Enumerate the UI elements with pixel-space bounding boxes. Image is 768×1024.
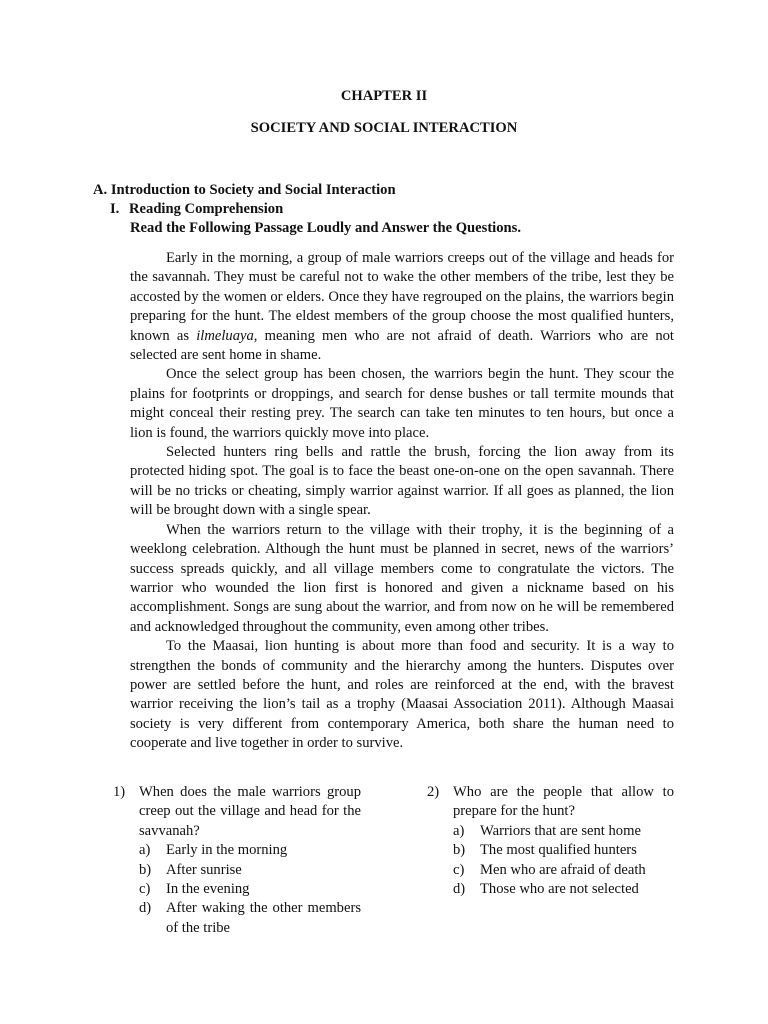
section-heading: A. Introduction to Society and Social Interaction xyxy=(93,182,396,198)
answer-option xyxy=(453,822,674,841)
reading-passage xyxy=(130,249,674,754)
option-text: After waking the other members of the tribe xyxy=(166,900,361,936)
option-letter: b) xyxy=(453,842,466,859)
option-text: Those who are not selected xyxy=(480,881,639,898)
option-letter: b) xyxy=(139,861,152,878)
passage-paragraph-1 xyxy=(130,249,674,365)
option-letter: c) xyxy=(139,881,151,898)
passage-paragraph-3: Selected hunters ring bells and rattle the brush, forcing the lion away from its protected hiding spot. The goal is to face the beast one-on-one on the open savannah. There will be no tricks or cheating, simply warrior against warrior. If all goes as planned, the lion will be brought down with a single spear. xyxy=(130,444,674,519)
option-letter: d) xyxy=(139,900,152,917)
chapter-heading: CHAPTER II xyxy=(340,88,428,104)
option-letter: a) xyxy=(139,842,151,859)
option-letter: d) xyxy=(453,881,466,898)
option-text: The most qualified hunters xyxy=(480,842,637,859)
subsection-title: Reading Comprehension xyxy=(129,201,284,217)
answer-options xyxy=(139,841,361,938)
question-2 xyxy=(427,783,674,899)
instruction-text: Read the Following Passage Loudly and Answer the Questions. xyxy=(130,220,521,236)
question-number: 2) xyxy=(427,784,440,800)
passage-term: ilmeluaya xyxy=(196,327,254,344)
answer-option xyxy=(139,899,361,938)
answer-option xyxy=(139,841,361,860)
passage-paragraph-4: When the warriors return to the village with their trophy, it is the beginning of a weeklong celebration. Although the hunt must be planned in secret, news of the warriors’ success spreads quickly, and all village members come to congratulate the victors. The warrior who wounded the lion first is honored and given a nickname based on his accomplishment. Songs are sung about the warrior, and from now on he will be remembered and acknowledged throughout the community, even among other tribes. xyxy=(130,521,674,635)
question-text: When does the male warriors group creep out the village and head for the savvanah? xyxy=(139,784,361,839)
subsection-heading xyxy=(110,200,283,219)
question-text: Who are the people that allow to prepare for the hunt? xyxy=(453,784,674,820)
passage-paragraph-2: Once the select group has been chosen, the warriors begin the hunt. They scour the plains for footprints or droppings, and search for dense bushes or tall termite mounds that might conceal their resting prey. The search can take ten minutes to ten hours, but once a lion is found, the warriors quickly move into place. xyxy=(130,366,674,441)
subsection-numeral: I. xyxy=(110,201,120,217)
answer-option xyxy=(453,841,674,860)
passage-paragraph-5: To the Maasai, lion hunting is about more than food and security. It is a way to strengthen the bonds of community and the hierarchy among the hunters. Disputes over power are settled before the hunt, and roles are reinforced at the end, with the bravest warrior receiving the lion’s tail as a trophy (Maasai Association 2011). Although Maasai society is very different from contemporary America, both share the human need to cooperate and live together in order to survive. xyxy=(130,638,674,752)
answer-option xyxy=(453,861,674,880)
question-1 xyxy=(113,783,361,938)
answer-option xyxy=(139,861,361,880)
chapter-title: SOCIETY AND SOCIAL INTERACTION xyxy=(250,120,518,136)
question-number: 1) xyxy=(113,784,126,800)
passage-text: Early in the morning, a group of male warriors creeps out of the village and heads for the savannah. They must be careful not to wake the other members of the tribe, lest they be accosted by the women or elders. Once they have regrouped on the plains, the warriors begin preparing for the hunt. The eldest members of the group choose the most qualified hunters, known as xyxy=(130,250,674,344)
option-letter: a) xyxy=(453,822,465,839)
answer-options xyxy=(453,822,674,900)
option-text: In the evening xyxy=(166,881,250,898)
option-text: Warriors that are sent home xyxy=(480,822,641,839)
passage-text: , meaning men who are not afraid of death. Warriors who are not selected are sent home in shame. xyxy=(130,327,674,364)
answer-option xyxy=(453,880,674,899)
answer-option xyxy=(139,880,361,899)
option-letter: c) xyxy=(453,861,465,878)
option-text: After sunrise xyxy=(166,861,242,878)
option-text: Early in the morning xyxy=(166,842,288,859)
option-text: Men who are afraid of death xyxy=(480,861,646,878)
